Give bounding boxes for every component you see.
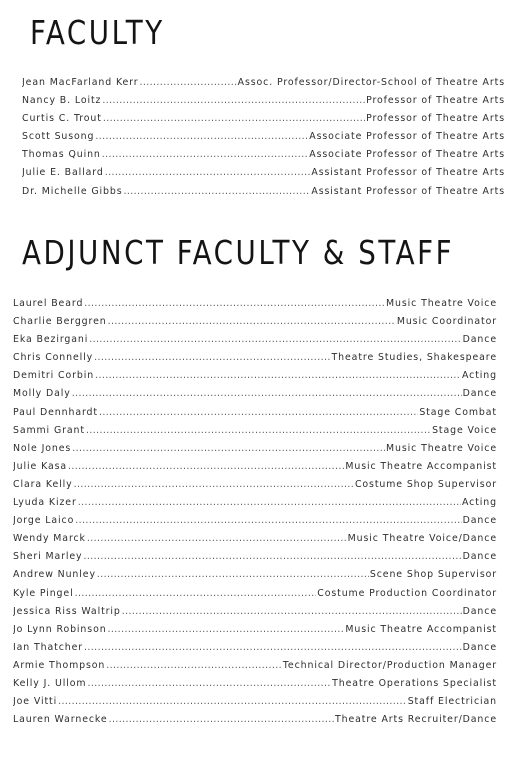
directory-entry [22, 167, 505, 185]
dot-leader [72, 388, 462, 399]
dot-leader [58, 696, 407, 707]
person-title: Assistant Professor of Theatre Arts [311, 167, 505, 179]
person-name: Sheri Marley [13, 551, 83, 563]
person-title: Music Theatre Voice [386, 298, 497, 309]
person-title: Music Theatre Voice/Dance [347, 533, 497, 545]
person-name: Paul Dennhardt [13, 406, 98, 418]
dot-leader [86, 425, 431, 436]
directory-entry [13, 533, 497, 551]
person-title: Stage Combat [419, 406, 497, 418]
directory-entry [22, 95, 505, 113]
directory-entry [13, 678, 497, 696]
dot-leader [105, 167, 311, 178]
dot-leader [84, 298, 385, 309]
person-title: Costume Production Coordinator [317, 587, 497, 599]
person-name: Chris Connelly [13, 352, 94, 364]
person-title: Dance [462, 334, 497, 346]
person-title: Stage Voice [432, 424, 497, 436]
person-name: Julie Kasa [13, 460, 68, 472]
dot-leader [78, 497, 461, 508]
dot-leader [108, 316, 396, 327]
person-name: Armie Thompson [13, 659, 106, 671]
directory-entry [22, 113, 505, 131]
directory-entry [13, 316, 497, 334]
person-name: Jorge Laico [13, 515, 75, 527]
directory-entry [22, 149, 505, 167]
directory-entry [13, 370, 497, 388]
directory-entry [13, 606, 497, 624]
person-name: Sammi Grant [13, 424, 85, 436]
person-title: Dance [462, 551, 497, 563]
person-title: Professor of Theatre Arts [366, 113, 505, 125]
person-name: Andrew Nunley [13, 569, 96, 581]
person-title: Dance [462, 641, 497, 653]
faculty-heading: FACULTY [30, 13, 165, 52]
person-title: Music Theatre Voice [386, 442, 497, 454]
person-title: Scene Shop Supervisor [369, 569, 497, 581]
person-name: Thomas Quinn [22, 149, 101, 161]
person-name: Kyle Pingel [13, 587, 74, 599]
person-title: Theatre Operations Specialist [332, 677, 497, 689]
dot-leader [95, 370, 461, 381]
person-name: Kelly J. Ullom [13, 677, 87, 689]
directory-entry [13, 407, 497, 425]
directory-entry [13, 497, 497, 515]
directory-entry [13, 443, 497, 461]
dot-leader [72, 443, 385, 454]
adjunct-faculty-staff-heading: ADJUNCT FACULTY & STAFF [22, 233, 455, 272]
person-title: Costume Shop Supervisor [354, 478, 497, 490]
person-name: Joe Vitti [13, 696, 58, 708]
person-title: Dance [462, 515, 497, 527]
dot-leader [102, 149, 309, 160]
person-title: Staff Electrician [407, 696, 497, 708]
person-title: Professor of Theatre Arts [366, 95, 505, 107]
dot-leader [68, 461, 344, 472]
dot-leader [74, 479, 354, 490]
person-title: Associate Professor of Theatre Arts [309, 149, 505, 161]
dot-leader [99, 407, 418, 418]
directory-entry [13, 696, 497, 714]
directory-entry [13, 660, 497, 678]
person-title: Theatre Studies, Shakespeare [331, 352, 497, 364]
person-title: Music Coordinator [396, 316, 497, 328]
directory-entry [13, 425, 497, 443]
directory-entry [13, 714, 497, 732]
faculty-list [22, 77, 505, 204]
dot-leader [84, 551, 462, 562]
person-name: Jessica Riss Waltrip [13, 605, 121, 617]
directory-entry [13, 588, 497, 606]
person-title: Music Theatre Accompanist [345, 623, 497, 635]
person-title: Acting [462, 497, 497, 509]
directory-entry [22, 131, 505, 149]
person-name: Lyuda Kizer [13, 497, 77, 509]
dot-leader [106, 660, 282, 671]
adjunct-faculty-staff-list [13, 298, 497, 732]
dot-leader [87, 678, 331, 689]
person-title: Dance [462, 388, 497, 400]
dot-leader [140, 77, 237, 88]
dot-leader [97, 569, 369, 580]
directory-entry [22, 77, 505, 95]
dot-leader [75, 588, 317, 599]
person-name: Laurel Beard [13, 298, 84, 309]
dot-leader [103, 113, 365, 124]
person-name: Molly Daly [13, 388, 71, 400]
dot-leader [108, 624, 345, 635]
person-name: Nole Jones [13, 442, 72, 454]
dot-leader [95, 131, 308, 142]
dot-leader [124, 186, 311, 197]
directory-entry [13, 515, 497, 533]
dot-leader [109, 714, 334, 725]
directory-entry [22, 186, 505, 204]
dot-leader [75, 515, 461, 526]
person-name: Lauren Warnecke [13, 714, 108, 726]
person-title: Assoc. Professor/Director-School of Theatre Arts [237, 77, 505, 88]
directory-entry [13, 461, 497, 479]
person-name: Jo Lynn Robinson [13, 623, 107, 635]
person-name: Scott Susong [22, 131, 95, 143]
person-name: Eka Bezirgani [13, 334, 89, 346]
person-name: Jean MacFarland Kerr [22, 77, 139, 88]
person-name: Charlie Berggren [13, 316, 107, 328]
person-title: Technical Director/Production Manager [282, 659, 497, 671]
person-title: Dance [462, 605, 497, 617]
directory-entry [13, 298, 497, 316]
person-name: Julie E. Ballard [22, 167, 104, 179]
person-name: Clara Kelly [13, 478, 73, 490]
directory-entry [13, 334, 497, 352]
person-name: Dr. Michelle Gibbs [22, 185, 123, 197]
directory-entry [13, 569, 497, 587]
person-title: Music Theatre Accompanist [345, 460, 497, 472]
person-name: Demitri Corbin [13, 370, 95, 382]
dot-leader [94, 352, 330, 363]
dot-leader [87, 533, 347, 544]
person-name: Nancy B. Loitz [22, 95, 102, 107]
person-title: Theatre Arts Recruiter/Dance [335, 714, 497, 726]
directory-entry [13, 624, 497, 642]
dot-leader [122, 606, 462, 617]
person-title: Acting [462, 370, 497, 382]
directory-entry [13, 551, 497, 569]
directory-entry [13, 388, 497, 406]
dot-leader [84, 642, 462, 653]
person-title: Associate Professor of Theatre Arts [309, 131, 505, 143]
person-name: Wendy Marck [13, 533, 86, 545]
person-title: Assistant Professor of Theatre Arts [311, 185, 505, 197]
dot-leader [89, 334, 461, 345]
directory-entry [13, 352, 497, 370]
dot-leader [102, 95, 365, 106]
person-name: Ian Thatcher [13, 641, 84, 653]
person-name: Curtis C. Trout [22, 113, 102, 125]
directory-entry [13, 642, 497, 660]
directory-entry [13, 479, 497, 497]
